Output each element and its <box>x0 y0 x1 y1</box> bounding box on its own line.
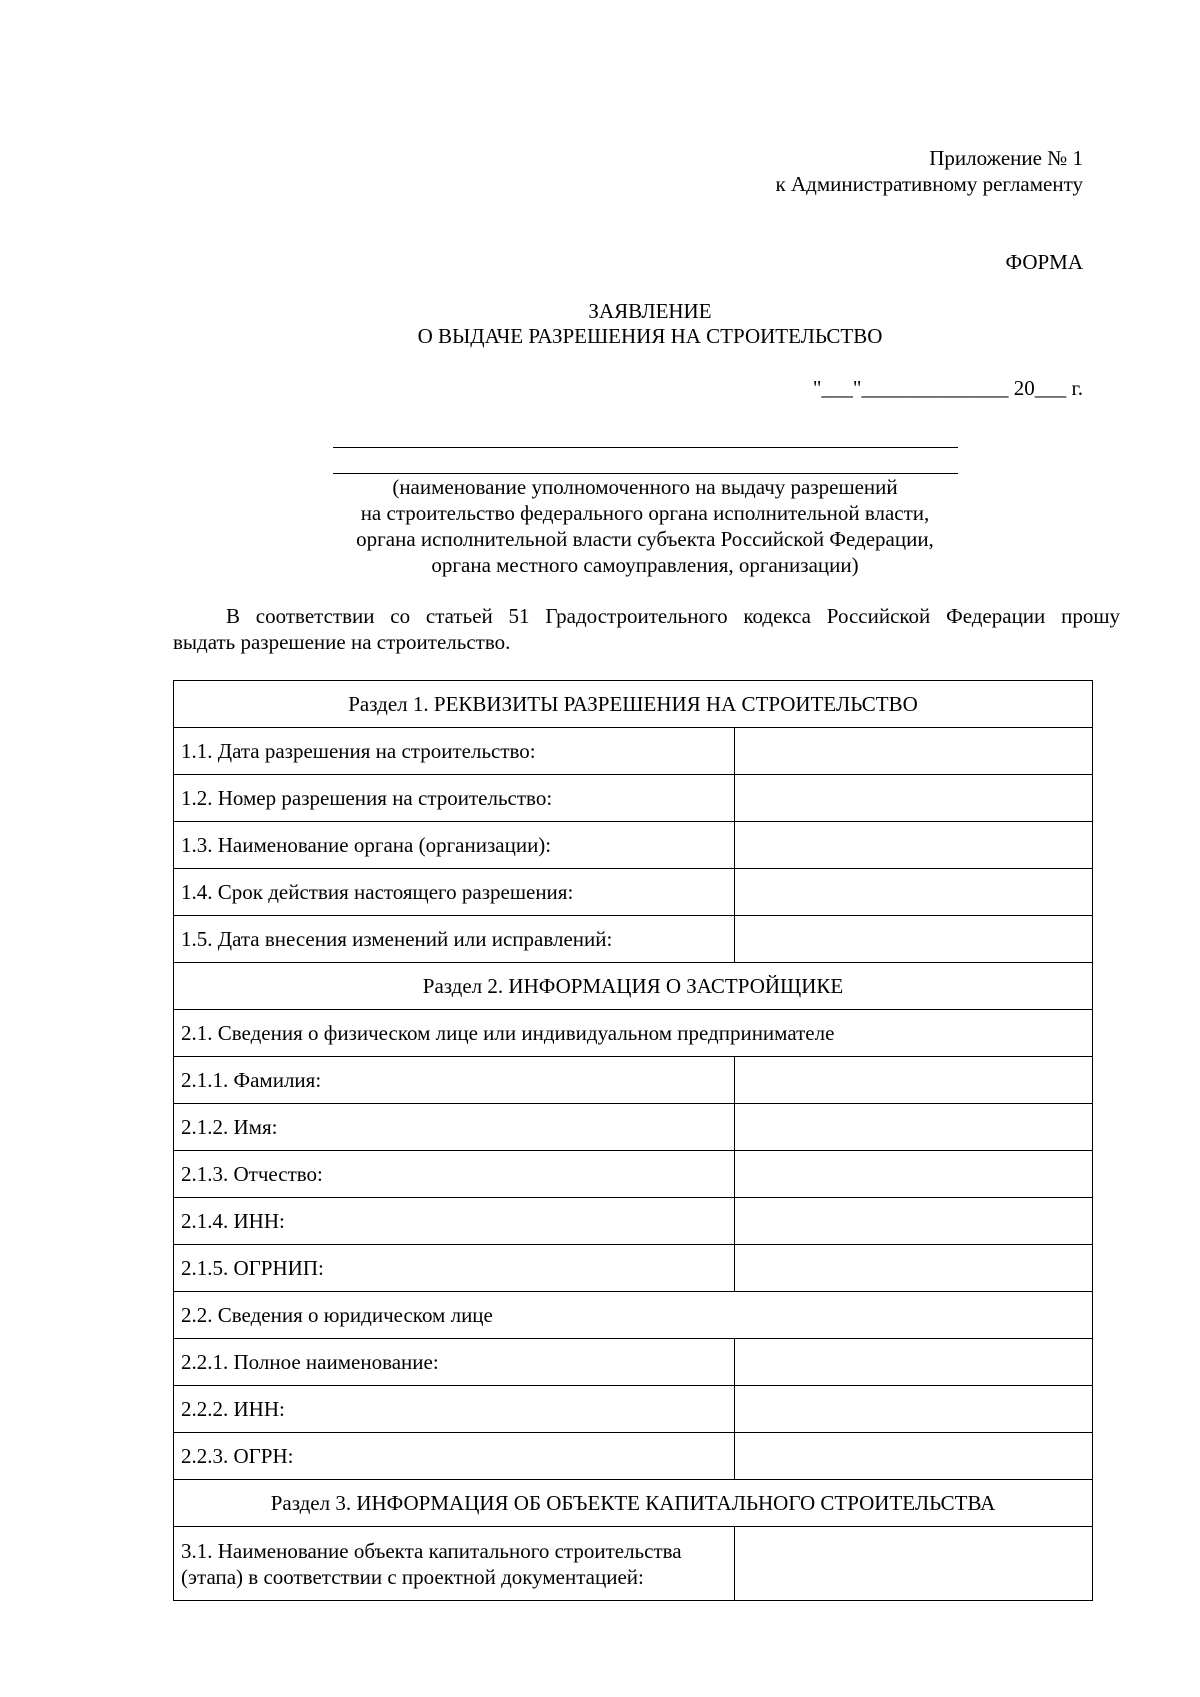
subsection-2-2-title: 2.2. Сведения о юридическом лице <box>174 1292 1093 1339</box>
table-row <box>174 1386 1093 1433</box>
intro-line: выдать разрешение на строительство. <box>173 630 511 654</box>
authority-name-line-1[interactable] <box>333 447 958 448</box>
table-row <box>174 1104 1093 1151</box>
section-3-title: Раздел 3. ИНФОРМАЦИЯ ОБ ОБЪЕКТЕ КАПИТАЛЬНОГО СТРОИТЕЛЬСТВА <box>174 1480 1093 1527</box>
authority-caption <box>300 474 990 578</box>
authority-caption-line: (наименование уполномоченного на выдачу разрешений <box>392 475 898 499</box>
object-name-input[interactable] <box>735 1527 1093 1601</box>
table-row <box>174 1198 1093 1245</box>
intro-paragraph <box>173 603 1120 655</box>
field-label: 2.2.2. ИНН: <box>174 1386 735 1433</box>
table-row <box>174 916 1093 963</box>
permit-date-input[interactable] <box>735 728 1093 775</box>
subsection-row <box>174 1292 1093 1339</box>
field-label: 1.3. Наименование органа (организации): <box>174 822 735 869</box>
section-row <box>174 1480 1093 1527</box>
date-field[interactable]: "___"______________ 20___ г. <box>812 376 1083 400</box>
field-label: 2.1.1. Фамилия: <box>174 1057 735 1104</box>
ogrn-input[interactable] <box>735 1433 1093 1480</box>
ogrnip-input[interactable] <box>735 1245 1093 1292</box>
surname-input[interactable] <box>735 1057 1093 1104</box>
table-row <box>174 1151 1093 1198</box>
table-row <box>174 775 1093 822</box>
section-row <box>174 681 1093 728</box>
table-row <box>174 728 1093 775</box>
field-label: 2.1.5. ОГРНИП: <box>174 1245 735 1292</box>
table-row <box>174 1433 1093 1480</box>
section-row <box>174 963 1093 1010</box>
legal-inn-input[interactable] <box>735 1386 1093 1433</box>
field-label: 2.1.2. Имя: <box>174 1104 735 1151</box>
table-row <box>174 822 1093 869</box>
subsection-2-1-title: 2.1. Сведения о физическом лице или индивидуальном предпринимателе <box>174 1010 1093 1057</box>
annex-reference: к Административному регламенту <box>775 172 1083 196</box>
document-subtitle: О ВЫДАЧЕ РАЗРЕШЕНИЯ НА СТРОИТЕЛЬСТВО <box>417 324 883 348</box>
field-label: 1.5. Дата внесения изменений или исправлений: <box>174 916 735 963</box>
first-name-input[interactable] <box>735 1104 1093 1151</box>
section-1-title: Раздел 1. РЕКВИЗИТЫ РАЗРЕШЕНИЯ НА СТРОИТЕЛЬСТВО <box>174 681 1093 728</box>
section-2-title: Раздел 2. ИНФОРМАЦИЯ О ЗАСТРОЙЩИКЕ <box>174 963 1093 1010</box>
field-label: 1.2. Номер разрешения на строительство: <box>174 775 735 822</box>
table-row <box>174 1527 1093 1601</box>
permit-number-input[interactable] <box>735 775 1093 822</box>
field-label: 1.4. Срок действия настоящего разрешения: <box>174 869 735 916</box>
field-label: 1.1. Дата разрешения на строительство: <box>174 728 735 775</box>
table-row <box>174 1057 1093 1104</box>
field-label: 2.1.4. ИНН: <box>174 1198 735 1245</box>
authority-caption-line: органа местного самоуправления, организации) <box>431 553 859 577</box>
individual-inn-input[interactable] <box>735 1198 1093 1245</box>
table-row <box>174 1339 1093 1386</box>
field-label: 2.2.3. ОГРН: <box>174 1433 735 1480</box>
form-label: ФОРМА <box>1005 250 1083 274</box>
intro-line: В соответствии со статьей 51 Градостроительного кодекса Российской Федерации прошу <box>226 604 1120 628</box>
authority-name-input[interactable] <box>735 822 1093 869</box>
table-row <box>174 869 1093 916</box>
authority-caption-line: на строительство федерального органа исполнительной власти, <box>360 501 930 525</box>
authority-caption-line: органа исполнительной власти субъекта Российской Федерации, <box>356 527 934 551</box>
validity-period-input[interactable] <box>735 869 1093 916</box>
field-label: 2.1.3. Отчество: <box>174 1151 735 1198</box>
annex-number: Приложение № 1 <box>929 146 1083 170</box>
document-title: ЗАЯВЛЕНИЕ <box>588 299 712 323</box>
patronymic-input[interactable] <box>735 1151 1093 1198</box>
field-label: 3.1. Наименование объекта капитального строительства (этапа) в соответствии с проектной документацией: <box>174 1527 735 1601</box>
field-label: 2.2.1. Полное наименование: <box>174 1339 735 1386</box>
legal-full-name-input[interactable] <box>735 1339 1093 1386</box>
amendment-date-input[interactable] <box>735 916 1093 963</box>
table-row <box>174 1245 1093 1292</box>
subsection-row <box>174 1010 1093 1057</box>
application-table <box>173 680 1093 1601</box>
